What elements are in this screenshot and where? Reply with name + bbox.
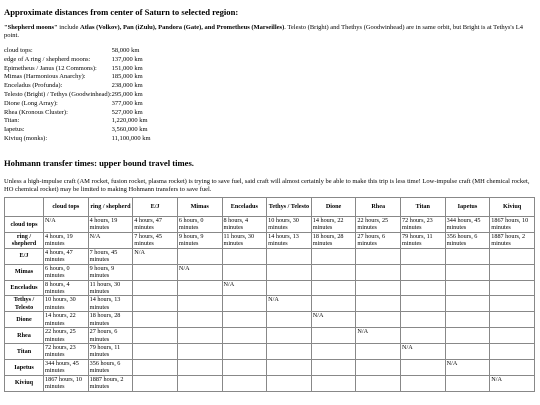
table-row	[5, 375, 535, 391]
table-cell	[177, 248, 222, 264]
distance-value: 527,000 km	[111, 108, 143, 116]
table-row	[5, 344, 535, 360]
table-cell	[401, 328, 446, 344]
table-cell: 22 hours, 25 minutes	[356, 217, 401, 233]
table-cell: N/A	[44, 217, 89, 233]
row-header: Titan	[5, 344, 44, 360]
table-cell: 344 hours, 45 minutes	[445, 217, 490, 233]
table-cell: 8 hours, 4 minutes	[44, 280, 89, 296]
table-cell: 72 hours, 23 minutes	[401, 217, 446, 233]
table-cell: 6 hours, 0 minutes	[177, 217, 222, 233]
table-cell	[356, 280, 401, 296]
table-cell	[222, 328, 267, 344]
table-cell: 18 hours, 28 minutes	[311, 232, 356, 248]
table-cell: 14 hours, 13 minutes	[88, 296, 133, 312]
row-header: cloud tops	[5, 217, 44, 233]
distance-row	[4, 126, 151, 135]
distance-value: 185,000 km	[111, 73, 143, 81]
column-header: Titan	[401, 198, 446, 217]
table-cell	[356, 312, 401, 328]
row-header: Enceladus	[5, 280, 44, 296]
distance-label: edge of A ring / shepherd moons:	[4, 55, 91, 63]
table-cell: 18 hours, 28 minutes	[88, 312, 133, 328]
table-cell	[401, 280, 446, 296]
table-cell	[222, 248, 267, 264]
table-cell	[401, 248, 446, 264]
table-cell	[222, 344, 267, 360]
table-cell: 9 hours, 9 minutes	[88, 264, 133, 280]
table-cell	[311, 280, 356, 296]
table-cell	[133, 312, 178, 328]
table-cell	[267, 328, 312, 344]
table-cell: 79 hours, 11 minutes	[401, 232, 446, 248]
distance-table	[4, 47, 151, 144]
table-cell	[445, 264, 490, 280]
distance-row	[4, 135, 151, 144]
table-cell	[177, 296, 222, 312]
table-row	[5, 312, 535, 328]
distance-row	[4, 65, 151, 74]
table-cell: 4 hours, 19 minutes	[44, 232, 89, 248]
table-cell	[311, 359, 356, 375]
table-row	[5, 328, 535, 344]
table-cell	[490, 296, 535, 312]
table-cell: 27 hours, 6 minutes	[356, 232, 401, 248]
table-cell: N/A	[356, 328, 401, 344]
table-cell	[267, 264, 312, 280]
table-cell: N/A	[311, 312, 356, 328]
table-cell	[311, 344, 356, 360]
table-cell	[356, 264, 401, 280]
hohmann-note: Unless a high-impulse craft (AM rocket, fusion rocket, plasma rocket) is trying to save fuel, said craft will almost certainly be able to make this trip is less time! Low-impulse craft (MH chemical rocket, HO chemical rocket) may be limited to making Hohmann transfers to save fuel.	[4, 178, 530, 193]
row-header: Kiviuq	[5, 375, 44, 391]
table-cell	[177, 328, 222, 344]
row-header: Tethys / Telesto	[5, 296, 44, 312]
distance-value: 1,220,000 km	[111, 117, 148, 125]
distance-value: 11,100,000 km	[111, 134, 151, 142]
table-row	[5, 280, 535, 296]
table-cell: 72 hours, 23 minutes	[44, 344, 89, 360]
distance-value: 137,000 km	[111, 55, 143, 63]
distance-label: Dione (Long Array):	[4, 99, 58, 107]
table-cell: 7 hours, 45 minutes	[133, 232, 178, 248]
table-cell: N/A	[133, 248, 178, 264]
table-cell: 1887 hours, 2 minutes	[88, 375, 133, 391]
table-cell: 1867 hours, 10 minutes	[490, 217, 535, 233]
column-header: Iapetus	[445, 198, 490, 217]
column-header: Rhea	[356, 198, 401, 217]
distance-row	[4, 73, 151, 82]
table-cell	[133, 328, 178, 344]
table-cell	[267, 312, 312, 328]
table-cell	[490, 328, 535, 344]
table-cell: 14 hours, 13 minutes	[267, 232, 312, 248]
table-row	[5, 217, 535, 233]
table-cell	[311, 296, 356, 312]
table-cell: N/A	[177, 264, 222, 280]
table-cell	[222, 264, 267, 280]
column-header: Mimas	[177, 198, 222, 217]
table-cell: N/A	[88, 232, 133, 248]
table-cell: 22 hours, 25 minutes	[44, 328, 89, 344]
table-cell	[177, 312, 222, 328]
table-cell: 14 hours, 22 minutes	[311, 217, 356, 233]
distance-label: Rhea (Kronous Cluster):	[4, 108, 68, 116]
distance-value: 58,000 km	[111, 47, 140, 54]
table-corner	[5, 198, 44, 217]
table-cell	[356, 296, 401, 312]
column-header: E/J	[133, 198, 178, 217]
row-header: Mimas	[5, 264, 44, 280]
table-cell	[267, 375, 312, 391]
table-cell	[177, 344, 222, 360]
table-cell: 4 hours, 47 minutes	[133, 217, 178, 233]
table-cell: 4 hours, 19 minutes	[88, 217, 133, 233]
table-cell	[222, 296, 267, 312]
table-cell: N/A	[401, 344, 446, 360]
table-cell	[401, 312, 446, 328]
table-cell	[133, 359, 178, 375]
table-cell	[177, 280, 222, 296]
table-cell	[401, 375, 446, 391]
table-cell: 344 hours, 45 minutes	[44, 359, 89, 375]
table-cell	[311, 328, 356, 344]
distance-label: Epimetheus / Janus (12 Commons):	[4, 64, 97, 72]
intro-moon-names: Atlas (Volkov), Pan (iZulu), Pandora (Gate), and Prometheus (Marseilles)	[80, 24, 285, 31]
table-cell	[445, 296, 490, 312]
row-header: Dione	[5, 312, 44, 328]
table-cell	[311, 264, 356, 280]
table-cell: N/A	[222, 280, 267, 296]
table-cell: 8 hours, 4 minutes	[222, 217, 267, 233]
table-cell	[445, 312, 490, 328]
table-cell	[133, 375, 178, 391]
distance-value: 295,000 km	[111, 90, 143, 98]
table-cell: 1867 hours, 10 minutes	[44, 375, 89, 391]
table-cell: N/A	[490, 375, 535, 391]
distance-label: Iapetus:	[4, 126, 25, 134]
table-cell	[490, 280, 535, 296]
table-row	[5, 232, 535, 248]
table-cell	[445, 375, 490, 391]
table-cell	[445, 344, 490, 360]
distance-value: 377,000 km	[111, 99, 143, 107]
table-cell	[133, 264, 178, 280]
row-header: Iapetus	[5, 359, 44, 375]
column-header: Kiviuq	[490, 198, 535, 217]
distance-row	[4, 82, 151, 91]
table-row	[5, 296, 535, 312]
table-cell: N/A	[267, 296, 312, 312]
table-cell: 27 hours, 6 minutes	[88, 328, 133, 344]
table-cell: 14 hours, 22 minutes	[44, 312, 89, 328]
distance-row	[4, 100, 151, 109]
table-cell	[356, 359, 401, 375]
column-header: cloud tops	[44, 198, 89, 217]
distance-label: Mimas (Harmonious Anarchy):	[4, 73, 86, 81]
table-row	[5, 248, 535, 264]
distance-row	[4, 91, 151, 100]
table-cell	[133, 280, 178, 296]
shepherd-moons-intro	[4, 24, 536, 40]
table-cell	[356, 344, 401, 360]
table-cell	[445, 328, 490, 344]
table-cell	[222, 375, 267, 391]
distance-row	[4, 47, 151, 56]
intro-text-2: . Telesto (Bright) and Thethys (Goodwinhead) are in same orbit, but Bright is at Tethys's L4 point.	[4, 24, 523, 39]
distance-value: 3,560,000 km	[111, 126, 148, 134]
table-cell	[267, 248, 312, 264]
table-cell: 79 hours, 11 minutes	[88, 344, 133, 360]
table-cell	[177, 375, 222, 391]
table-cell: 4 hours, 47 minutes	[44, 248, 89, 264]
table-cell: 356 hours, 6 minutes	[445, 232, 490, 248]
distance-row	[4, 56, 151, 65]
distance-row	[4, 117, 151, 126]
table-cell	[222, 359, 267, 375]
table-row	[5, 359, 535, 375]
distance-label: cloud tops:	[4, 47, 33, 54]
distance-label: Telesto (Bright) / Tethys (Goodwinhead):	[4, 90, 112, 98]
table-cell	[490, 359, 535, 375]
table-cell	[490, 264, 535, 280]
distance-label: Kiviuq (monks):	[4, 134, 48, 142]
table-row	[5, 264, 535, 280]
table-cell: 10 hours, 30 minutes	[267, 217, 312, 233]
table-cell	[267, 280, 312, 296]
table-cell	[222, 312, 267, 328]
table-cell	[401, 359, 446, 375]
row-header: Rhea	[5, 328, 44, 344]
table-cell: N/A	[445, 359, 490, 375]
row-header: ring / shepherd	[5, 232, 44, 248]
table-cell	[445, 248, 490, 264]
intro-text-1: include	[57, 24, 81, 31]
distance-label: Titan:	[4, 117, 20, 125]
distance-row	[4, 109, 151, 118]
row-header: E/J	[5, 248, 44, 264]
table-cell	[356, 375, 401, 391]
table-cell	[401, 264, 446, 280]
table-cell: 7 hours, 45 minutes	[88, 248, 133, 264]
table-cell	[177, 359, 222, 375]
table-cell	[490, 248, 535, 264]
table-cell	[267, 359, 312, 375]
table-cell	[133, 296, 178, 312]
intro-bold-term: "Shepherd moons"	[4, 24, 58, 31]
table-cell: 11 hours, 30 minutes	[222, 232, 267, 248]
table-cell	[311, 248, 356, 264]
column-header: Dione	[311, 198, 356, 217]
table-cell: 356 hours, 6 minutes	[88, 359, 133, 375]
table-cell: 11 hours, 30 minutes	[88, 280, 133, 296]
hohmann-heading: Hohmann transfer times: upper bound travel times.	[4, 158, 194, 168]
column-header: Tethys / Telesto	[267, 198, 312, 217]
table-cell	[401, 296, 446, 312]
distance-label: Enceladus (Profunda):	[4, 82, 63, 90]
table-cell	[356, 248, 401, 264]
table-cell	[311, 375, 356, 391]
column-header: Enceladus	[222, 198, 267, 217]
distance-value: 151,000 km	[111, 64, 143, 72]
table-cell: 6 hours, 0 minutes	[44, 264, 89, 280]
table-cell: 10 hours, 30 minutes	[44, 296, 89, 312]
distances-heading: Approximate distances from center of Saturn to selected region:	[4, 7, 239, 17]
table-cell	[133, 344, 178, 360]
column-header: ring / shepherd	[88, 198, 133, 217]
distance-value: 238,000 km	[111, 82, 143, 90]
table-cell: 9 hours, 9 minutes	[177, 232, 222, 248]
table-cell	[490, 312, 535, 328]
transfer-table	[4, 197, 535, 392]
table-cell	[445, 280, 490, 296]
table-cell	[490, 344, 535, 360]
table-cell	[267, 344, 312, 360]
table-cell: 1887 hours, 2 minutes	[490, 232, 535, 248]
